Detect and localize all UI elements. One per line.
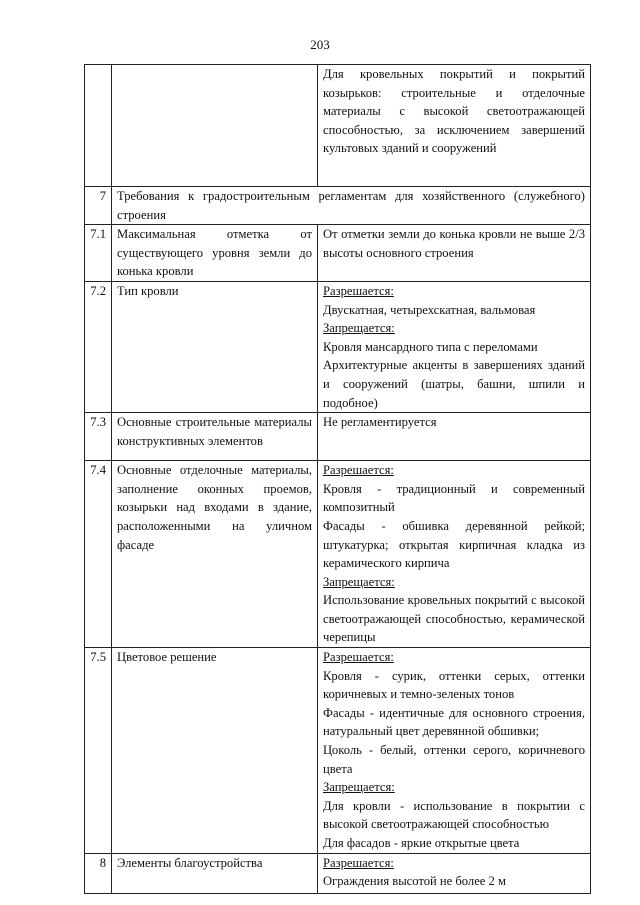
table-row [85,225,591,282]
requirement-heading: Разрешается: [323,855,394,870]
requirement-text: От отметки земли до конька кровли не выше 2/3 высоты основного строения [323,227,585,260]
table-row [85,65,591,187]
regulations-table-body [85,65,591,894]
parameter-name: Основные строительные материалы конструктивных элементов [112,413,318,461]
table-row [85,853,591,893]
row-number: 7.3 [85,413,112,461]
requirement-heading: Запрещается: [323,574,395,589]
row-number: 7.2 [85,281,112,412]
row-number: 7.5 [85,648,112,854]
row-number: 7 [85,187,112,225]
row-number: 7.4 [85,461,112,648]
parameter-name: Тип кровли [112,281,318,412]
requirement-text: Использование кровельных покрытий с высокой светоотражающей способностью, керамической черепицы [323,593,585,645]
parameter-name: Элементы благоустройства [112,853,318,893]
requirement-cell [318,413,591,461]
parameter-name: Максимальная отметка от существующего уровня земли до конька кровли [112,225,318,282]
requirement-cell [318,461,591,648]
table-row [85,461,591,648]
table-row [85,281,591,412]
requirement-cell [318,225,591,282]
requirement-heading: Разрешается: [323,463,394,478]
requirement-text: Фасады - обшивка деревянной рейкой; штукатурка; открытая кирпичная кладка из керамического кирпича [323,518,585,571]
requirement-text: Фасады - идентичные для основного строения, натуральный цвет деревянной обшивки; [323,705,585,739]
requirement-text: Двускатная, четырехскатная, вальмовая [323,302,536,317]
requirement-cell [318,65,591,187]
requirement-text: Для фасадов - яркие открытые цвета [323,836,520,850]
requirement-cell [318,853,591,893]
regulations-table [84,64,591,894]
requirement-heading: Запрещается: [323,780,395,795]
requirement-cell [318,281,591,412]
requirement-text: Кровля - традиционный и современный композитный [323,481,585,515]
parameter-name: Цветовое решение [112,648,318,854]
table-row [85,187,591,225]
row-number [85,65,112,187]
parameter-name: Основные отделочные материалы, заполнение оконных проемов, козырьки над входами в здание, расположенными на уличном фасаде [112,461,318,648]
requirement-text: Для кровельных покрытий и покрытий козырьков: строительные и отделочные материалы с высокой светоотражающей способностью, за исключением завершений культовых зданий и сооружений [323,67,585,156]
requirement-cell [318,648,591,854]
requirement-heading: Разрешается: [323,283,394,298]
requirement-heading: Разрешается: [323,650,394,665]
table-row [85,413,591,461]
requirement-text: Ограждения высотой не более 2 м [323,874,506,889]
table-row [85,648,591,854]
row-number: 7.1 [85,225,112,282]
requirement-text: Цоколь - белый, оттенки серого, коричневого цвета [323,743,585,776]
row-number: 8 [85,853,112,893]
requirement-text: Кровля - сурик, оттенки серых, оттенки коричневых и темно-зеленых тонов [323,668,585,702]
requirement-text: Архитектурные акценты в завершениях зданий и сооружений (шатры, башни, шпили и подобное) [323,358,585,410]
requirement-text: Для кровли - использование в покрытии с высокой светоотражающей способностью [323,798,585,832]
section-heading: Требования к градостроительным регламентам для хозяйственного (служебного) строения [112,187,591,225]
page-number: 203 [310,37,330,52]
requirement-text: Не регламентируется [323,415,437,430]
requirement-text: Кровля мансардного типа с переломами [323,339,538,354]
requirement-heading: Запрещается: [323,321,395,336]
parameter-name [112,65,318,187]
